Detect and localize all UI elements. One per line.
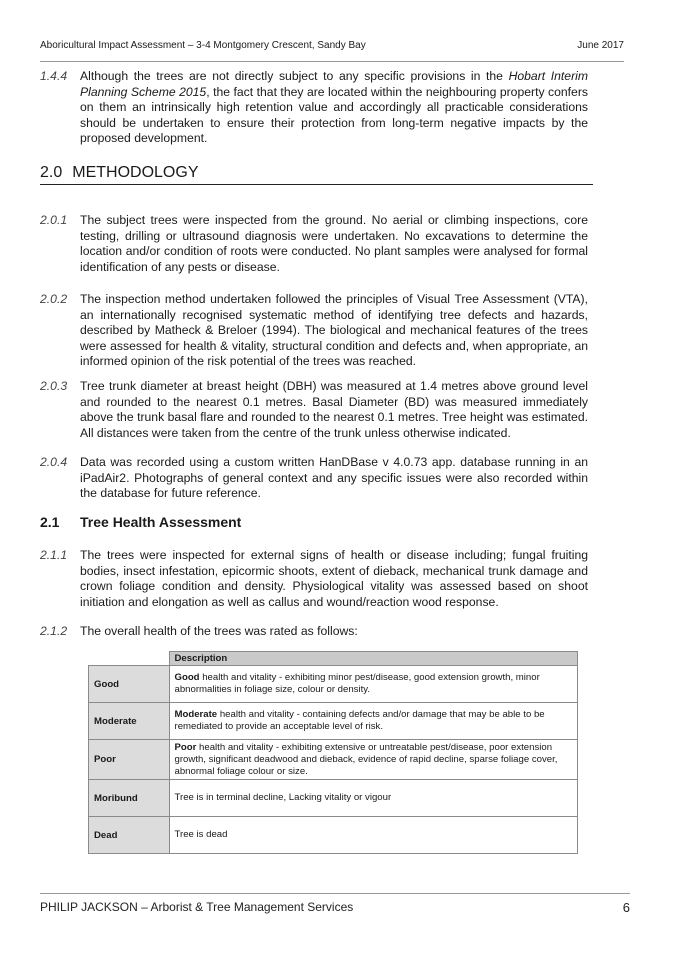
text-before: Although the trees are not directly subject to any specific provisions in the <box>80 69 509 83</box>
section-title: METHODOLOGY <box>72 164 199 181</box>
table-header-empty-cell <box>89 652 170 666</box>
footer-separator: – <box>137 900 151 914</box>
text-after: , the fact that they are located within the neighbouring property confers on them an intrinsically high retention value and accordingly all practicable considerations should be undertaken to ensure their protection from long-term negative impacts by the proposed development. <box>80 84 588 146</box>
rating-cell: Good <box>89 666 170 703</box>
header-date: June 2017 <box>577 40 624 51</box>
paragraph-text: The subject trees were inspected from the ground. No aerial or climbing inspections, core testing, drilling or ultrasound diagnosis were undertaken. No excavations to determine the location and/or condition of roots were conducted. No plant samples were analysed for formal identification of any pests or disease. <box>80 213 588 274</box>
description-text: health and vitality - containing defects and/or damage that may be able to be remediated to provide an acceptable level of risk. <box>174 709 545 732</box>
paragraph-2-0-2 <box>40 292 588 370</box>
paragraph-text: The trees were inspected for external signs of health or disease including; fungal fruiting bodies, insect infestation, epicormic shoots, extent of dieback, mechanical trunk damage and crown foliage condition and density. Physiological vitality was assessed based on shoot initiation and elongation as well as callus and wound/reaction wood response. <box>80 548 588 609</box>
description-cell <box>169 780 578 817</box>
description-text: Tree is in terminal decline, Lacking vitality or vigour <box>174 792 392 803</box>
paragraph-number: 2.0.3 <box>40 379 68 393</box>
table-row <box>89 780 578 817</box>
paragraph-text: Data was recorded using a custom written HanDBase v 4.0.73 app. database running in an iPadAir2. Photographs of general context and any specific issues were also recorded within the database for future reference. <box>80 455 588 501</box>
paragraph-1-4-4 <box>40 69 588 147</box>
rating-bold: Moderate <box>174 709 218 720</box>
description-text: health and vitality - exhibiting extensive or untreatable pest/disease, poor extension growth, significant deadwood and dieback, evidence of rapid decline, sparse foliage cover, abnormal foliage colour or size. <box>174 741 558 777</box>
page-header <box>40 40 624 51</box>
description-cell <box>169 666 578 703</box>
paragraph-number: 1.4.4 <box>40 69 68 83</box>
section-title: Tree Health Assessment <box>80 514 242 530</box>
description-text: Tree is dead <box>174 829 228 840</box>
paragraph-2-0-4 <box>40 455 588 502</box>
table-header-description: Description <box>169 652 578 666</box>
paragraph-2-0-1 <box>40 213 588 275</box>
footer-author <box>40 900 353 915</box>
paragraph-number: 2.0.2 <box>40 292 68 306</box>
description-cell <box>169 817 578 854</box>
description-text: health and vitality - exhibiting minor pest/disease, good extension growth, minor abnormalities in foliage size, colour or density. <box>174 672 540 695</box>
paragraph-2-1-2 <box>40 624 588 640</box>
paragraph-number: 2.1.1 <box>40 548 68 562</box>
header-title: Aboricultural Impact Assessment – 3-4 Montgomery Crescent, Sandy Bay <box>40 40 366 51</box>
section-number: 2.1 <box>40 514 60 530</box>
rating-cell: Moribund <box>89 780 170 817</box>
page-number: 6 <box>622 900 630 915</box>
paragraph-number: 2.1.2 <box>40 624 68 638</box>
paragraph-text: The overall health of the trees was rated as follows: <box>80 624 358 638</box>
rating-cell: Dead <box>89 817 170 854</box>
description-cell <box>169 703 578 740</box>
paragraph-number: 2.0.1 <box>40 213 68 227</box>
footer-service: Arborist & Tree Management Services <box>150 900 354 914</box>
section-heading-methodology <box>40 164 593 185</box>
planning-scheme-name: Hobart Interim Planning Scheme 2015 <box>80 69 588 99</box>
footer-name: PHILIP JACKSON <box>40 900 138 914</box>
page-footer <box>40 900 630 915</box>
section-heading-tree-health <box>40 514 241 530</box>
paragraph-number: 2.0.4 <box>40 455 68 469</box>
section-number: 2.0 <box>40 164 63 181</box>
rating-bold: Good <box>174 672 200 683</box>
table-row <box>89 740 578 780</box>
header-rule <box>40 61 624 62</box>
rating-cell: Poor <box>89 740 170 780</box>
table-row <box>89 666 578 703</box>
footer-rule <box>40 893 630 894</box>
paragraph-text: Tree trunk diameter at breast height (DBH) was measured at 1.4 metres above ground level and rounded to the nearest 0.1 metres. Basal Diameter (BD) was measured immediately above the trunk basal flare and rounded to the nearest 0.1 metres. Tree height was estimated. All distances were taken from the centre of the trunk unless otherwise indicated. <box>80 379 588 440</box>
paragraph-text <box>80 69 588 147</box>
paragraph-2-1-1 <box>40 548 588 610</box>
rating-cell: Moderate <box>89 703 170 740</box>
table-row <box>89 703 578 740</box>
table-row <box>89 817 578 854</box>
description-cell <box>169 740 578 780</box>
rating-bold: Poor <box>174 741 197 753</box>
paragraph-2-0-3 <box>40 379 588 441</box>
table-header-row <box>89 652 578 666</box>
health-rating-table <box>88 651 578 854</box>
paragraph-text: The inspection method undertaken followed the principles of Visual Tree Assessment (VTA), an internationally recognised systematic method of identifying tree defects and hazards, described by Matheck & Breloer (1994). The biological and mechanical features of the trees were assessed for health & vitality, structural condition and defects and, when appropriate, an informed opinion of the risk potential of the trees was reached. <box>80 292 588 369</box>
